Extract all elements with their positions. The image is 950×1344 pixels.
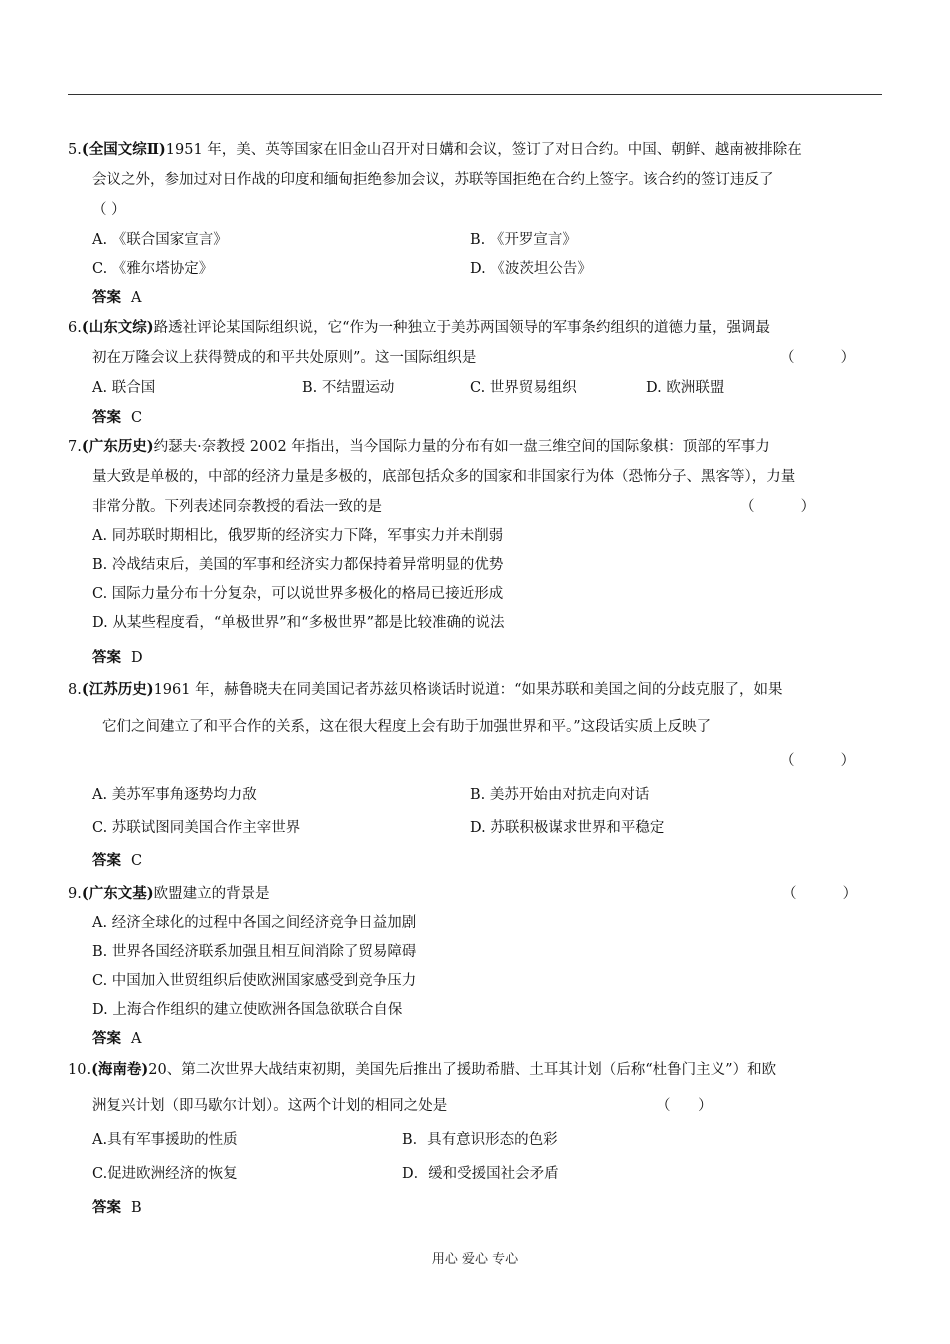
q8-line-2: 它们之间建立了和平合作的关系，这在很大程度上会有助于加强世界和平。”这段话实质上反映了: [102, 719, 712, 735]
q5-option-a: A. 《联合国家宣言》: [92, 232, 228, 248]
q9-paren: （ ）: [782, 886, 858, 902]
q7-line-2: 量大致是单极的，中部的经济力量是多极的，底部包括众多的国家和非国家行为体（恐怖分子、黑客等），力量: [92, 469, 796, 485]
q5-option-b: B. 《开罗宣言》: [470, 232, 577, 248]
q8-answer: 答案 C: [92, 852, 143, 869]
q10-line-1: 10.(海南卷)20、第二次世界大战结束初期，美国先后推出了援助希腊、土耳其计划（后称“杜鲁门主义”）和欧: [68, 1061, 777, 1078]
q7-option-a: A. 同苏联时期相比，俄罗斯的经济实力下降，军事实力并未削弱: [92, 528, 504, 544]
q8-option-c: C. 苏联试图同美国合作主宰世界: [92, 820, 301, 836]
q6-option-b: B. 不结盟运动: [302, 380, 395, 396]
q6-option-d: D. 欧洲联盟: [646, 380, 725, 396]
q8-option-d: D. 苏联积极谋求世界和平稳定: [470, 820, 665, 836]
header-rule: [68, 94, 882, 95]
q5-option-d: D. 《波茨坦公告》: [470, 261, 592, 277]
q6-line-2: 初在万隆会议上获得赞成的和平共处原则”。这一国际组织是: [92, 350, 477, 366]
q7-paren: （ ）: [740, 499, 816, 515]
q7-option-c: C. 国际力量分布十分复杂，可以说世界多极化的格局已接近形成: [92, 586, 504, 602]
q10-option-c: C.促进欧洲经济的恢复: [92, 1166, 238, 1182]
q6-option-c: C. 世界贸易组织: [470, 380, 577, 396]
q9-option-a: A. 经济全球化的过程中各国之间经济竞争日益加剧: [92, 915, 417, 931]
q10-line-2: 洲复兴计划（即马歇尔计划）。这两个计划的相同之处是: [92, 1098, 448, 1114]
q7-line-3: 非常分散。下列表述同奈教授的看法一致的是: [92, 499, 382, 515]
q8-option-a: A. 美苏军事角逐势均力敌: [92, 787, 257, 803]
q7-line-1: 7.(广东历史)约瑟夫·奈教授 2002 年指出，当今国际力量的分布有如一盘三维空间的国际象棋：顶部的军事力: [68, 438, 770, 455]
q8-line-1: 8.(江苏历史)1961 年，赫鲁晓夫在同美国记者苏兹贝格谈话时说道：“如果苏联和美国之间的分歧克服了，如果: [68, 681, 783, 698]
q7-option-b: B. 冷战结束后，美国的军事和经济实力都保持着异常明显的优势: [92, 557, 504, 573]
q6-line-1: 6.(山东文综)路透社评论某国际组织说，它“作为一种独立于美苏两国领导的军事条约组织的道德力量，强调最: [68, 319, 770, 336]
q6-option-a: A. 联合国: [92, 380, 156, 396]
q10-answer: 答案 B: [92, 1199, 142, 1216]
q6-answer: 答案 C: [92, 409, 143, 426]
q6-paren: （ ）: [780, 350, 856, 366]
q8-paren: （ ）: [780, 753, 856, 769]
q10-option-b: B．具有意识形态的色彩: [402, 1132, 558, 1148]
q10-paren: （ ）: [656, 1098, 713, 1114]
q7-option-d: D. 从某些程度看，“单极世界”和“多极世界”都是比较准确的说法: [92, 615, 505, 631]
q5-paren: （ ）: [92, 202, 126, 218]
page-footer: 用心 爱心 专心: [431, 1252, 519, 1267]
q9-option-b: B. 世界各国经济联系加强且相互间消除了贸易障碍: [92, 944, 417, 960]
q5-answer: 答案 A: [92, 289, 142, 306]
q7-answer: 答案 D: [92, 649, 143, 666]
q9-answer: 答案 A: [92, 1030, 142, 1047]
q5-option-c: C. 《雅尔塔协定》: [92, 261, 214, 277]
q9-line-1: 9.(广东文基)欧盟建立的背景是: [68, 885, 270, 902]
q10-option-a: A.具有军事援助的性质: [92, 1132, 238, 1148]
q9-option-c: C. 中国加入世贸组织后使欧洲国家感受到竞争压力: [92, 973, 417, 989]
q10-option-d: D．缓和受援国社会矛盾: [402, 1166, 559, 1182]
q9-option-d: D. 上海合作组织的建立使欧洲各国急欲联合自保: [92, 1002, 403, 1018]
q5-line-1: 5.(全国文综Ⅱ)1951 年，美、英等国家在旧金山召开对日媾和会议，签订了对日合约。中国、朝鲜、越南被排除在: [68, 141, 802, 158]
q5-line-2: 会议之外，参加过对日作战的印度和缅甸拒绝参加会议，苏联等国拒绝在合约上签字。该合约的签订违反了: [92, 172, 774, 188]
q8-option-b: B. 美苏开始由对抗走向对话: [470, 787, 650, 803]
